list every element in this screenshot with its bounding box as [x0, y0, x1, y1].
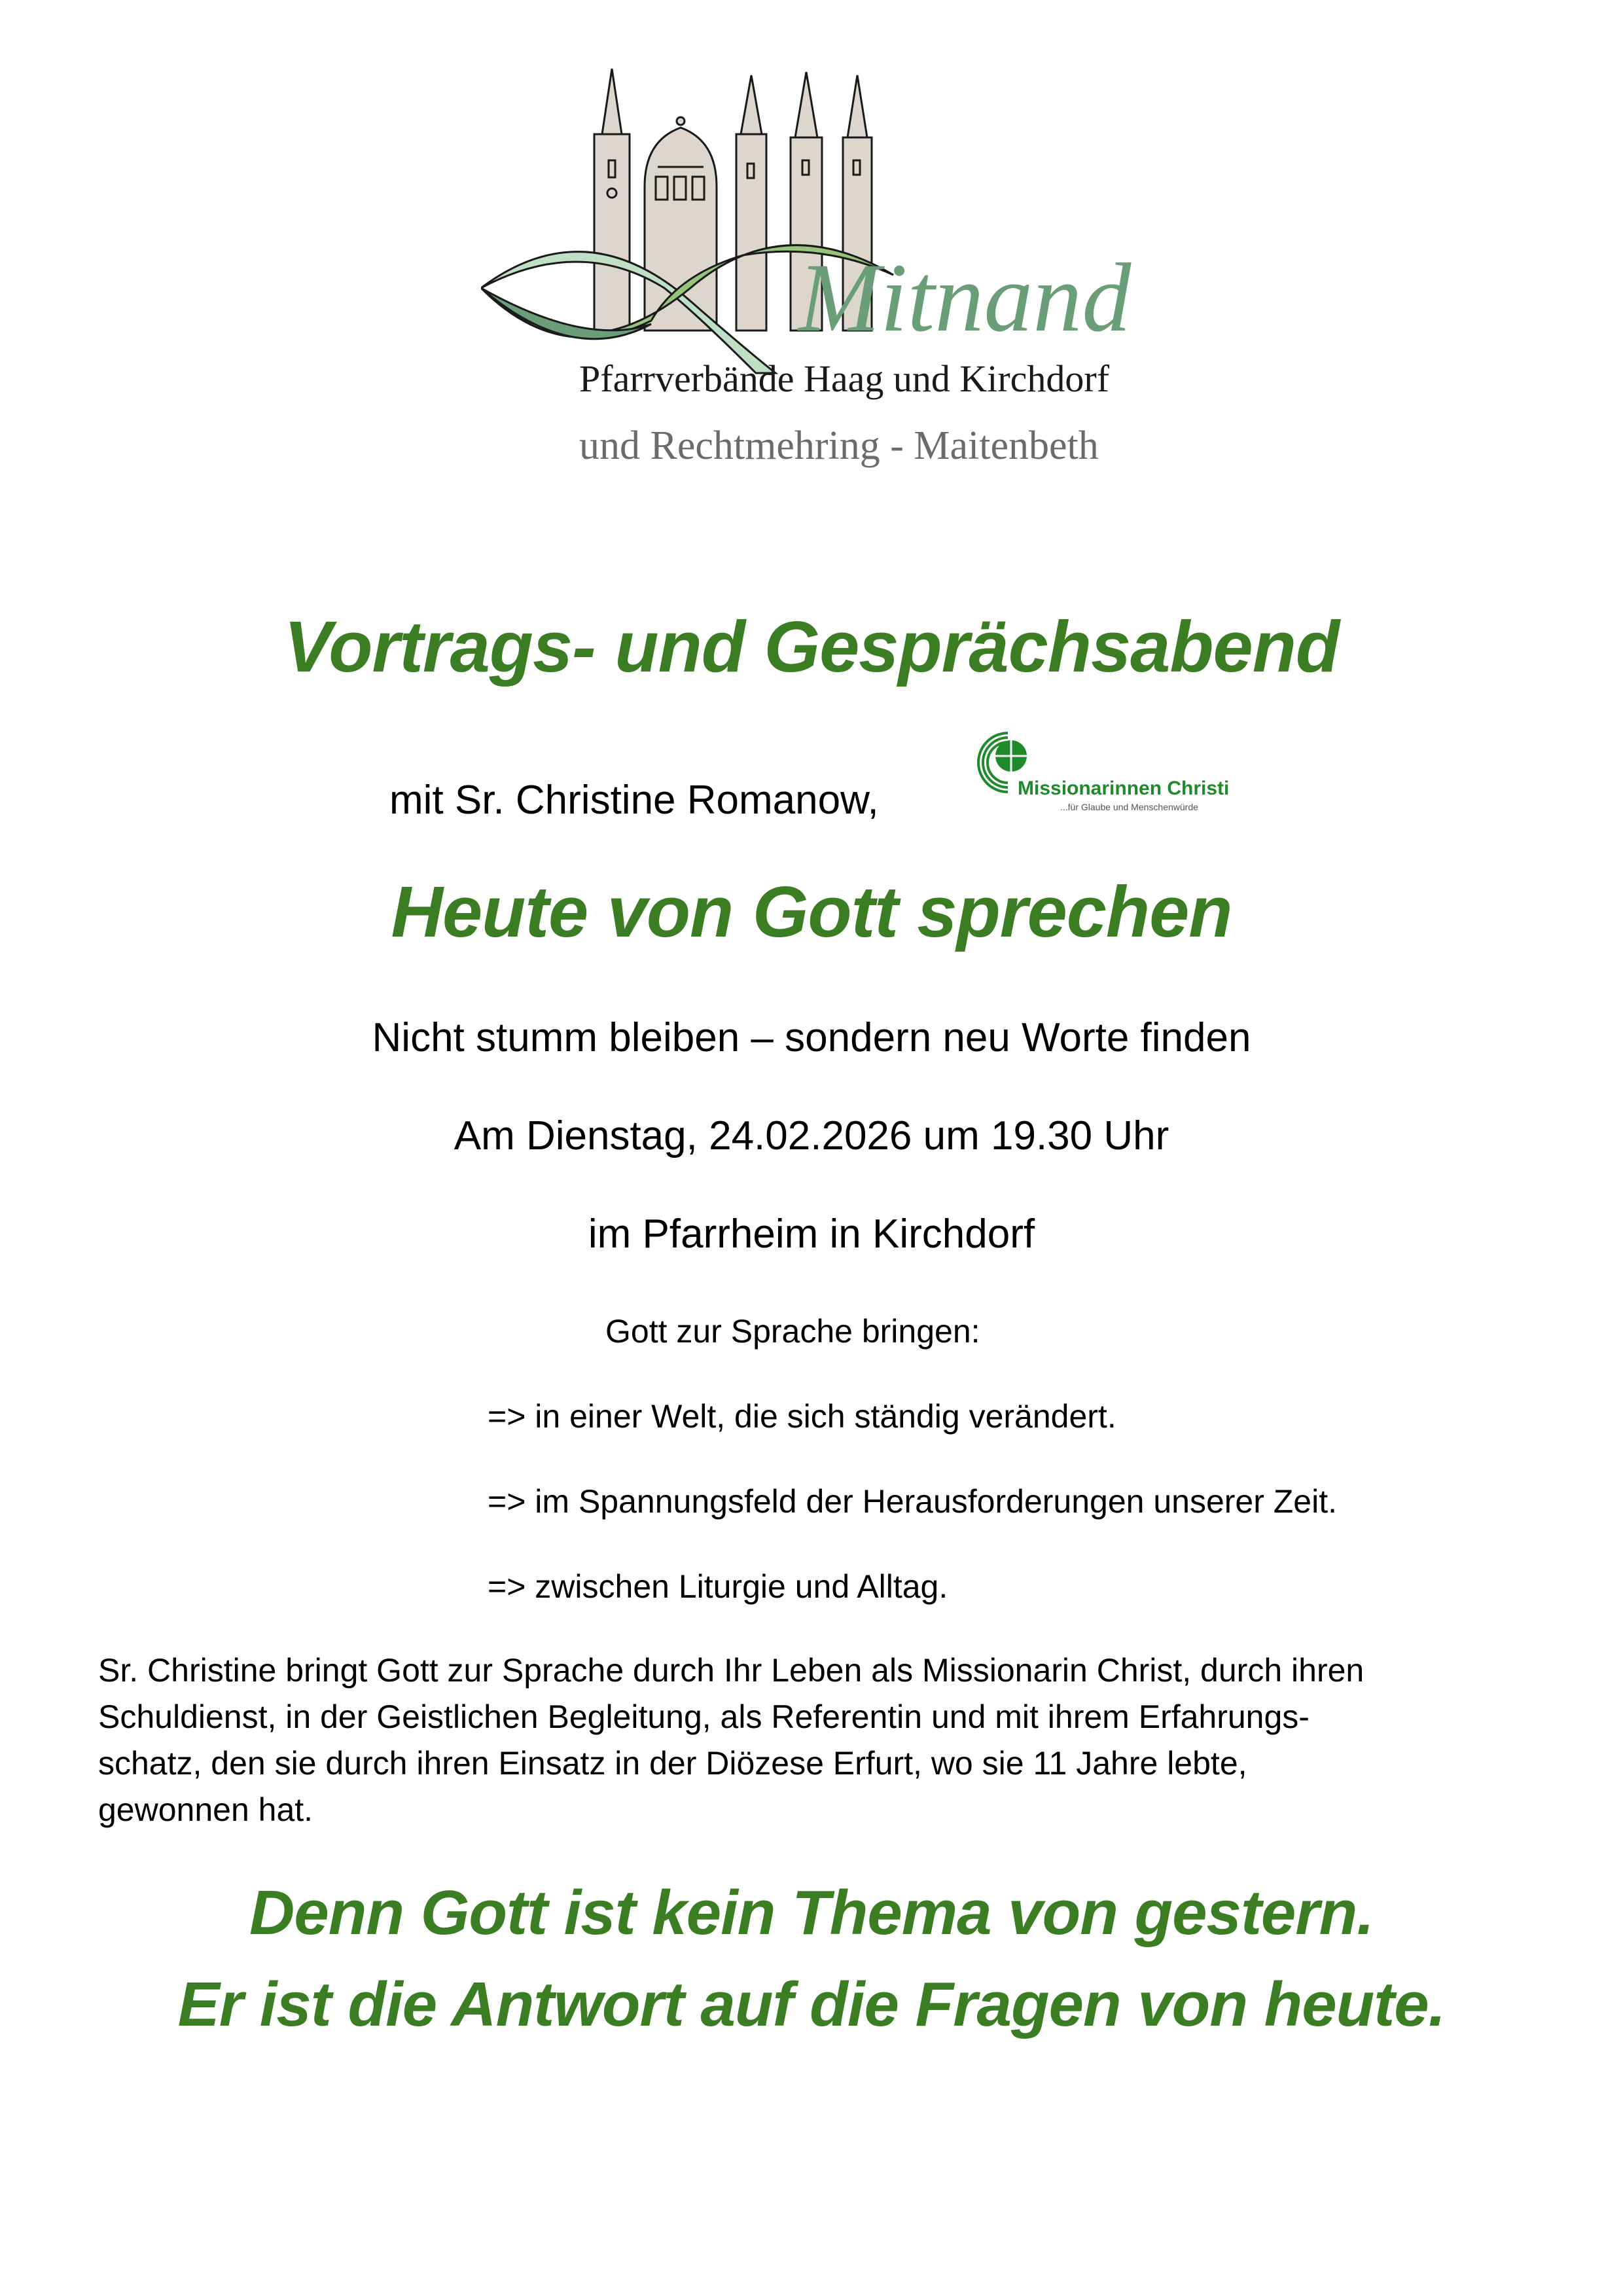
description-line: Schuldienst, in der Geistlichen Begleitung, als Referentin und mit ihrem Erfahrungs-: [98, 1698, 1310, 1735]
mitnand-logo: [471, 62, 1165, 488]
event-date: Am Dienstag, 24.02.2026 um 19.30 Uhr: [454, 1113, 1169, 1158]
logo-subtitle-line2: und Rechtmehring - Maitenbeth: [579, 423, 1099, 468]
points-heading: Gott zur Sprache bringen:: [605, 1313, 980, 1350]
event-title: Vortrags- und Gesprächsabend: [283, 607, 1340, 687]
speaker-line: mit Sr. Christine Romanow,: [389, 778, 879, 823]
event-location: im Pfarrheim in Kirchdorf: [588, 1211, 1035, 1257]
description-line: gewonnen hat.: [98, 1791, 313, 1828]
closing-line-1: Denn Gott ist kein Thema von gestern.: [249, 1878, 1374, 1948]
org-name: Missionarinnen Christi: [1018, 778, 1230, 799]
description-line: Sr. Christine bringt Gott zur Sprache durch Ihr Leben als Missionarin Christ, durch ihren: [98, 1652, 1364, 1689]
org-tagline: ...für Glaube und Menschenwürde: [1060, 802, 1198, 812]
description-line: schatz, den sie durch ihren Einsatz in der Diözese Erfurt, wo sie 11 Jahre lebte,: [98, 1745, 1247, 1782]
description-paragraph: [98, 1647, 1564, 1833]
event-subtitle: Nicht stumm bleiben – sondern neu Worte finden: [372, 1015, 1251, 1060]
event-topic: Heute von Gott sprechen: [391, 872, 1232, 952]
missionarinnen-christi-logo: [975, 726, 1250, 818]
logo-subtitle-line1: Pfarrverbände Haag und Kirchdorf: [579, 357, 1110, 400]
point-item: => zwischen Liturgie und Alltag.: [488, 1568, 948, 1605]
point-item: => im Spannungsfeld der Herausforderungen unserer Zeit.: [488, 1483, 1337, 1520]
closing-line-2: Er ist die Antwort auf die Fragen von heute.: [177, 1969, 1446, 2039]
logo-title: Mitnand: [798, 243, 1132, 352]
point-item: => in einer Welt, die sich ständig verändert.: [488, 1398, 1116, 1435]
